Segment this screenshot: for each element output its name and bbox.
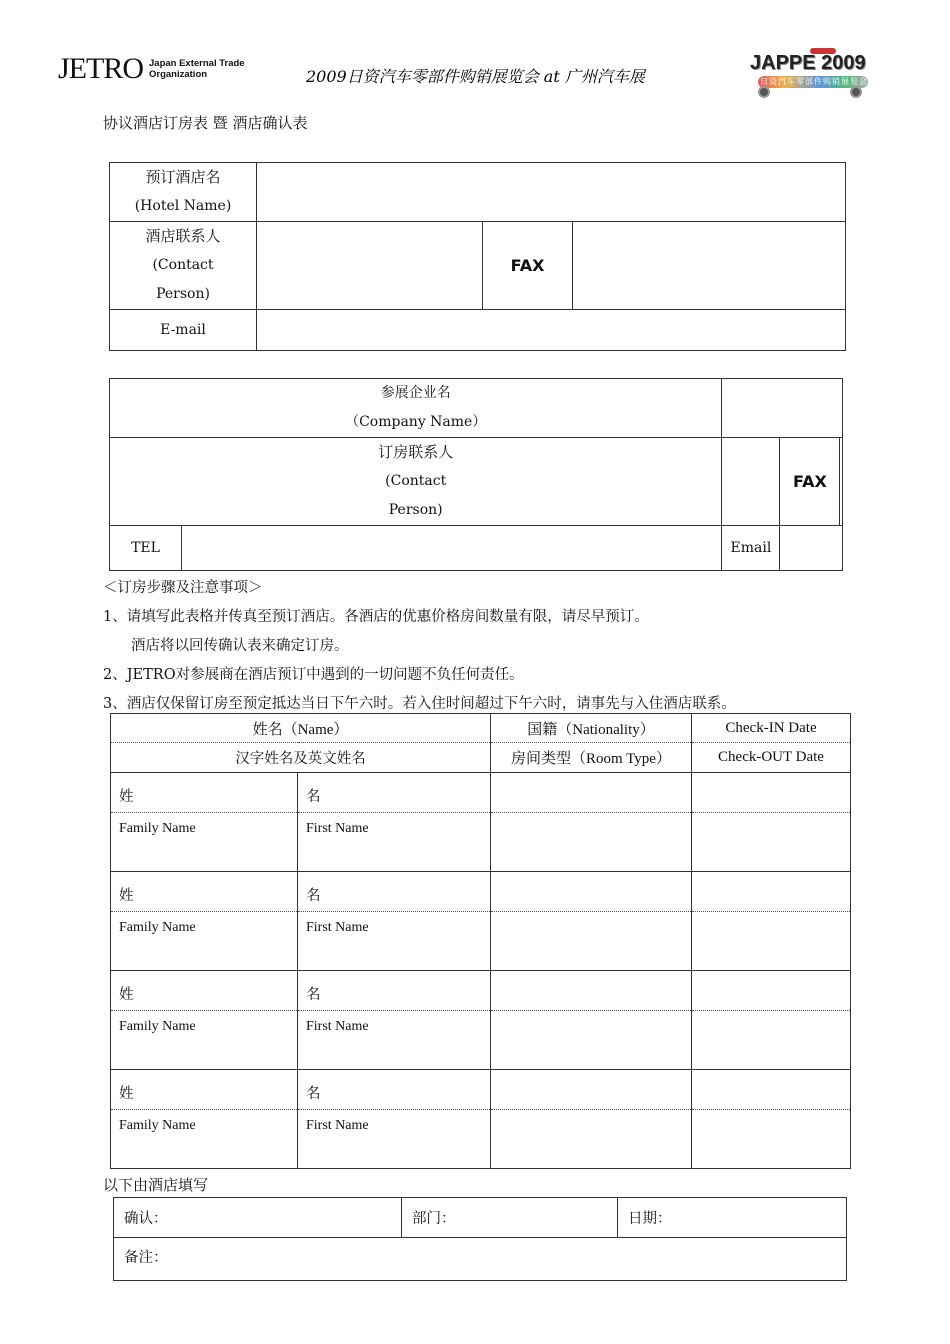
room-type-field[interactable]	[491, 1110, 692, 1169]
hotel-contact-label-en2: Person)	[156, 286, 210, 302]
hotel-name-label-en: (Hotel Name)	[134, 198, 232, 214]
checkout-field[interactable]	[692, 1011, 851, 1070]
remarks-label: 备注：	[124, 1250, 168, 1266]
company-name-label-en: （Company Name）	[345, 414, 487, 430]
first-name-label: First Name	[298, 912, 491, 971]
checkin-field[interactable]	[692, 872, 851, 912]
confirm-field[interactable]	[114, 1198, 402, 1238]
hotel-email-label: E-mail	[110, 310, 257, 351]
tel-label: TEL	[110, 526, 182, 571]
name-subheader: 汉字姓名及英文姓名	[111, 743, 491, 773]
room-type-header: 房间类型（Room Type）	[491, 743, 692, 773]
notes-heading: ＜订房步骤及注意事项＞	[103, 580, 263, 596]
given-name-cn-label: 名	[298, 971, 491, 1011]
wheel-icon	[850, 86, 862, 98]
first-name-label: First Name	[298, 813, 491, 872]
event-title: 2009日资汽车零部件购销展览会 at 广州汽车展	[306, 67, 645, 86]
name-header: 姓名（Name）	[111, 714, 491, 743]
jetro-subtitle-line2: Organization	[149, 69, 208, 80]
notes-line-1: 1、请填写此表格并传真至预订酒店。各酒店的优惠价格房间数量有限，请尽早预订。	[103, 609, 649, 625]
notes-line-2: 2、JETRO对参展商在酒店预订中遇到的一切问题不负任何责任。	[103, 667, 524, 683]
hotel-contact-label	[110, 222, 257, 310]
hotel-contact-label-en1: (Contact	[152, 257, 214, 273]
nationality-header: 国籍（Nationality）	[491, 714, 692, 743]
company-name-field[interactable]	[722, 379, 843, 438]
nationality-field[interactable]	[491, 872, 692, 912]
booking-notes	[103, 574, 736, 719]
checkout-field[interactable]	[692, 1110, 851, 1169]
surname-cn-label: 姓	[111, 872, 298, 912]
hotel-name-label	[110, 163, 257, 222]
company-email-label: Email	[722, 526, 780, 571]
family-name-label: Family Name	[111, 813, 298, 872]
booking-contact-label	[110, 438, 722, 526]
booking-contact-field[interactable]	[722, 438, 780, 526]
hotel-fax-field[interactable]	[573, 222, 846, 310]
checkin-field[interactable]	[692, 773, 851, 813]
jappe-logo-caption: 日资汽车零部件购销展览会	[760, 77, 868, 86]
room-type-field[interactable]	[491, 1011, 692, 1070]
room-type-field[interactable]	[491, 813, 692, 872]
checkout-field[interactable]	[692, 813, 851, 872]
company-email-field[interactable]	[780, 526, 843, 571]
date-field[interactable]	[618, 1198, 847, 1238]
jetro-logo	[58, 54, 245, 84]
given-name-cn-label: 名	[298, 872, 491, 912]
nationality-field[interactable]	[491, 971, 692, 1011]
family-name-label: Family Name	[111, 912, 298, 971]
room-type-field[interactable]	[491, 912, 692, 971]
booking-contact-label-en1: (Contact	[385, 473, 447, 489]
family-name-label: Family Name	[111, 1110, 298, 1169]
surname-cn-label: 姓	[111, 1070, 298, 1110]
checkin-field[interactable]	[692, 971, 851, 1011]
company-fax-label: FAX	[780, 438, 840, 526]
company-fax-field[interactable]	[840, 438, 843, 526]
remarks-field[interactable]	[114, 1238, 847, 1281]
hotel-contact-label-cn: 酒店联系人	[145, 227, 221, 245]
first-name-label: First Name	[298, 1011, 491, 1070]
surname-cn-label: 姓	[111, 773, 298, 813]
jetro-logo-subtitle	[149, 58, 245, 80]
surname-cn-label: 姓	[111, 971, 298, 1011]
department-label: 部门：	[412, 1211, 456, 1227]
jappe-logo	[750, 52, 875, 98]
booking-contact-label-cn: 订房联系人	[378, 443, 454, 461]
company-name-label-cn: 参展企业名	[380, 385, 451, 401]
given-name-cn-label: 名	[298, 773, 491, 813]
form-title: 协议酒店订房表 暨 酒店确认表	[103, 114, 308, 132]
checkout-field[interactable]	[692, 912, 851, 971]
date-label: 日期：	[628, 1211, 672, 1227]
wheel-icon	[758, 86, 770, 98]
hotel-email-field[interactable]	[257, 310, 846, 351]
hotel-fill-heading: 以下由酒店填写	[103, 1176, 209, 1194]
booking-contact-label-en2: Person)	[388, 502, 443, 518]
company-name-label	[110, 379, 722, 438]
hotel-contact-field[interactable]	[257, 222, 483, 310]
hotel-info-table	[109, 162, 846, 351]
notes-line-1b: 酒店将以回传确认表来确定订房。	[131, 638, 349, 654]
company-info-table	[109, 378, 843, 571]
checkin-field[interactable]	[692, 1070, 851, 1110]
hotel-fax-label: FAX	[483, 222, 573, 310]
hotel-confirm-table	[113, 1197, 847, 1281]
notes-line-3: 3、酒店仅保留订房至预定抵达当日下午六时。若入住时间超过下午六时，请事先与入住酒店联系。	[103, 696, 736, 712]
tel-field[interactable]	[182, 526, 722, 571]
department-field[interactable]	[402, 1198, 618, 1238]
given-name-cn-label: 名	[298, 1070, 491, 1110]
nationality-field[interactable]	[491, 1070, 692, 1110]
checkin-header: Check-IN Date	[692, 714, 851, 743]
jetro-logo-wordmark: JETRO	[58, 52, 143, 85]
guest-table	[110, 713, 851, 1169]
family-name-label: Family Name	[111, 1011, 298, 1070]
confirm-label: 确认：	[124, 1211, 168, 1227]
first-name-label: First Name	[298, 1110, 491, 1169]
jetro-subtitle-line1: Japan External Trade	[149, 58, 245, 69]
hotel-name-label-cn: 预订酒店名	[145, 168, 221, 186]
nationality-field[interactable]	[491, 773, 692, 813]
checkout-header: Check-OUT Date	[692, 743, 851, 773]
hotel-name-field[interactable]	[257, 163, 846, 222]
jappe-logo-text: JAPPE 2009	[750, 52, 866, 74]
